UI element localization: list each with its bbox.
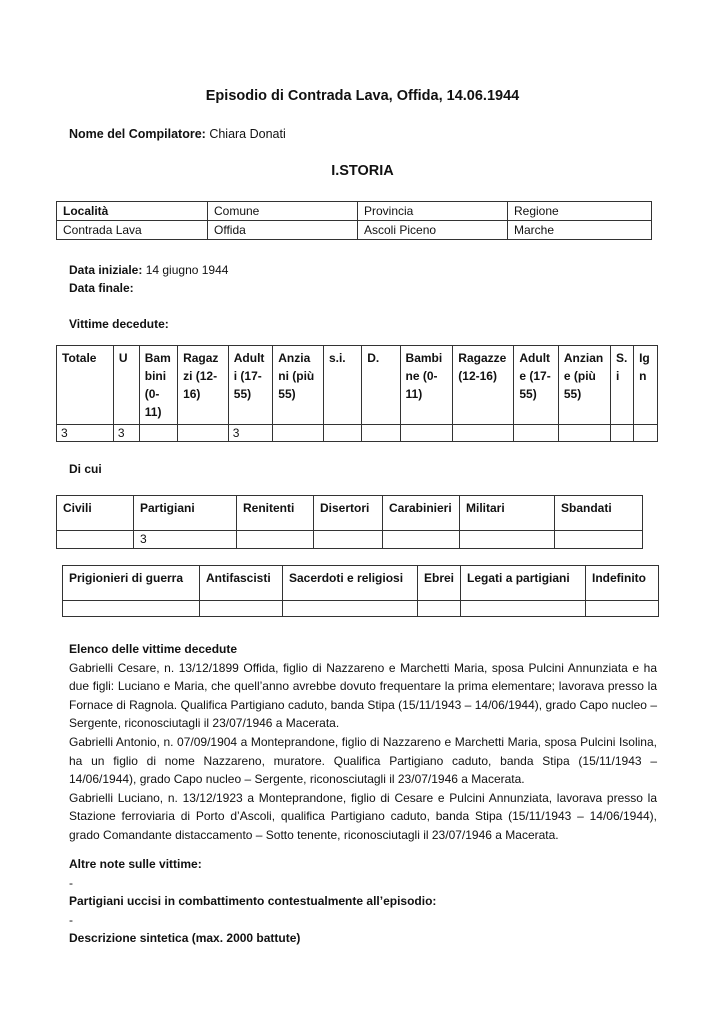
victims-value-cell xyxy=(400,425,453,442)
location-value-regione: Marche xyxy=(508,221,652,240)
location-header-regione: Regione xyxy=(508,202,652,221)
categories-2-header-cell: Antifascisti xyxy=(200,566,283,601)
start-date-line xyxy=(69,261,228,279)
end-date-label: Data finale: xyxy=(69,281,134,295)
categories-1-value-cell xyxy=(237,531,314,549)
victims-header-cell: D. xyxy=(362,346,400,425)
categories-2-value-cell xyxy=(283,601,418,617)
categories-1-header-cell: Renitenti xyxy=(237,496,314,531)
victims-header-cell: Bambi ne (0- 11) xyxy=(400,346,453,425)
victims-header-cell: Anzia ni (più 55) xyxy=(273,346,324,425)
categories-1-header-cell: Partigiani xyxy=(134,496,237,531)
categories-2-value-cell xyxy=(461,601,586,617)
categories-1-header-cell: Disertori xyxy=(314,496,383,531)
categories-2-value-row xyxy=(63,601,659,617)
victims-list-heading: Elenco delle vittime decedute xyxy=(69,642,238,656)
victims-header-cell: Totale xyxy=(57,346,114,425)
categories-1-header-cell: Carabinieri xyxy=(383,496,460,531)
categories-2-header-cell: Ebrei xyxy=(418,566,461,601)
victims-header-cell: Ragazze (12-16) xyxy=(453,346,514,425)
victims-value-cell xyxy=(610,425,633,442)
start-date-label: Data iniziale: xyxy=(69,263,143,277)
victims-label: Vittime decedute: xyxy=(69,317,169,331)
victims-header-cell: Adult i (17- 55) xyxy=(228,346,273,425)
document-title: Episodio di Contrada Lava, Offida, 14.06.1944 xyxy=(205,88,520,104)
categories-1-header-cell: Militari xyxy=(460,496,555,531)
categories-1-value-cell xyxy=(57,531,134,549)
compiler-label: Nome del Compilatore: xyxy=(69,127,206,141)
victims-header-cell: s.i. xyxy=(323,346,361,425)
categories-2-value-cell xyxy=(418,601,461,617)
location-header-provincia: Provincia xyxy=(358,202,508,221)
other-notes-value: - xyxy=(69,875,73,890)
location-value-provincia: Ascoli Piceno xyxy=(358,221,508,240)
victims-header-cell: S. i xyxy=(610,346,633,425)
categories-2-header-row xyxy=(63,566,659,601)
categories-table-1 xyxy=(56,495,643,549)
location-header-comune: Comune xyxy=(208,202,358,221)
di-cui-label: Di cui xyxy=(69,462,102,476)
dates-block xyxy=(69,261,228,297)
victims-value-cell xyxy=(558,425,610,442)
victim-entry: Gabrielli Luciano, n. 13/12/1923 a Monteprandone, figlio di Cesare e Pulcini Annunziata, lavorava presso la Stazione ferroviaria di Porto d’Ascoli, qualifica Partigiano caduto, banda Stipa (15/11/1943 – 14/06/1944), grado Comandante distaccamento – Sotto tenente, riconosciutagli il 23/07/1946 a Macerata. xyxy=(69,790,657,842)
categories-2-header-cell: Indefinito xyxy=(586,566,659,601)
victims-list xyxy=(69,640,657,845)
victims-value-cell xyxy=(273,425,324,442)
compiler-line xyxy=(69,127,286,141)
victims-value-cell xyxy=(453,425,514,442)
categories-1-header-cell: Civili xyxy=(57,496,134,531)
other-notes-label: Altre note sulle vittime: xyxy=(69,857,202,871)
victims-value-cell xyxy=(139,425,177,442)
categories-1-value-row xyxy=(57,531,643,549)
categories-1-value-cell xyxy=(460,531,555,549)
victims-header-cell: Bam bini (0- 11) xyxy=(139,346,177,425)
categories-2-header-cell: Legati a partigiani xyxy=(461,566,586,601)
categories-2-value-cell xyxy=(586,601,659,617)
categories-2-header-cell: Sacerdoti e religiosi xyxy=(283,566,418,601)
victims-header-cell: U xyxy=(113,346,139,425)
categories-1-value-cell xyxy=(383,531,460,549)
victim-entry: Gabrielli Cesare, n. 13/12/1899 Offida, figlio di Nazzareno e Marchetti Maria, sposa Pulcini Annunziata e ha due figli: Luciano e Maria, che quell’anno avrebbe dovuto frequentare la prima elementare; lavorava presso la Fornace di Ragnola. Qualifica Partigiano caduto, banda Stipa (15/11/1943 – 14/06/1944), grado Capo nucleo – Sergente, riconosciutagli il 23/07/1946 a Macerata. xyxy=(69,660,657,731)
victims-value-cell: 3 xyxy=(113,425,139,442)
victims-value-cell: 3 xyxy=(57,425,114,442)
end-date-line xyxy=(69,279,228,297)
compiler-name: Chiara Donati xyxy=(209,127,286,141)
victims-value-cell xyxy=(178,425,229,442)
victims-header-cell: Adult e (17- 55) xyxy=(514,346,559,425)
victims-value-cell xyxy=(323,425,361,442)
description-label: Descrizione sintetica (max. 2000 battute) xyxy=(69,931,301,946)
location-value-localita: Contrada Lava xyxy=(57,221,208,240)
categories-table-2 xyxy=(62,565,659,617)
victims-header-cell: Anzian e (più 55) xyxy=(558,346,610,425)
notes-block xyxy=(69,855,657,948)
categories-1-value-cell xyxy=(555,531,643,549)
categories-1-value-cell xyxy=(314,531,383,549)
victims-value-row xyxy=(57,425,658,442)
victims-value-cell xyxy=(634,425,658,442)
location-header-localita: Località xyxy=(57,202,208,221)
categories-1-value-cell: 3 xyxy=(134,531,237,549)
victims-value-cell xyxy=(514,425,559,442)
categories-2-value-cell xyxy=(200,601,283,617)
victim-entry: Gabrielli Antonio, n. 07/09/1904 a Monteprandone, figlio di Nazzareno e Marchetti Maria, sposa Pulcini Isolina, ha un figlio di nome Nazzareno, muratore. Qualifica Partigiano caduto, banda Stipa (15/11/1943 – 14/06/1944), grado Capo nucleo – Sergente, riconosciutagli il 23/07/1946 a Macerata. xyxy=(69,734,657,787)
victims-value-cell xyxy=(362,425,400,442)
location-value-row xyxy=(57,221,652,240)
location-table xyxy=(56,201,652,240)
categories-1-header-cell: Sbandati xyxy=(555,496,643,531)
section-title: I.STORIA xyxy=(331,163,394,179)
victims-value-cell: 3 xyxy=(228,425,273,442)
partisans-killed-value: - xyxy=(69,912,73,927)
victims-header-cell: Ig n xyxy=(634,346,658,425)
categories-2-value-cell xyxy=(63,601,200,617)
categories-2-header-cell: Prigionieri di guerra xyxy=(63,566,200,601)
location-value-comune: Offida xyxy=(208,221,358,240)
start-date-value: 14 giugno 1944 xyxy=(145,263,229,277)
victims-table xyxy=(56,345,658,442)
victims-header-row xyxy=(57,346,658,425)
victims-header-cell: Ragaz zi (12- 16) xyxy=(178,346,229,425)
categories-1-header-row xyxy=(57,496,643,531)
location-header-row xyxy=(57,202,652,221)
partisans-killed-label: Partigiani uccisi in combattimento contestualmente all’episodio: xyxy=(69,894,437,909)
